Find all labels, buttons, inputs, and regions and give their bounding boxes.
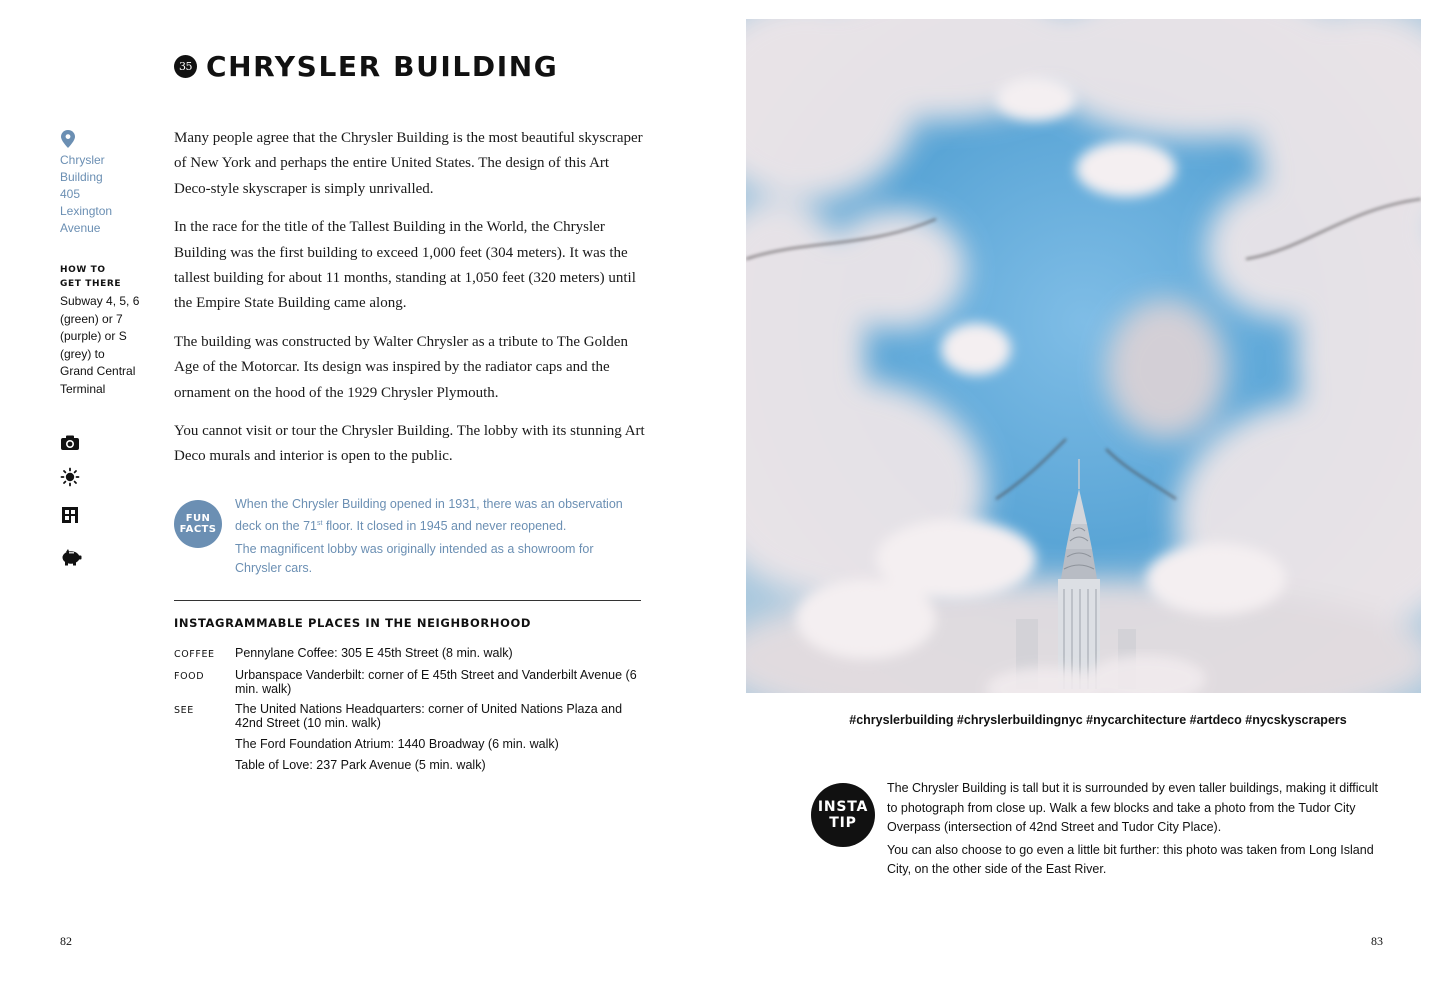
category-spacer [174, 737, 235, 751]
place-text: The United Nations Headquarters: corner of United Nations Plaza and 42nd Street (10 min. walk) [235, 702, 623, 730]
building-icon [60, 505, 80, 525]
how-to-get-there-label: HOW TO GET THERE [60, 265, 122, 289]
fun-fact-1-text-end: floor. It closed in 1945 and never reopened. [322, 519, 567, 534]
article-body [174, 126, 646, 483]
fun-facts-badge [174, 500, 222, 548]
fun-facts-badge-line1: FUN [185, 513, 211, 524]
section-divider [174, 600, 641, 601]
place-text: Pennylane Coffee: 305 E 45th Street (8 min. walk) [235, 646, 513, 660]
category-label: COFFEE [174, 649, 215, 660]
hashtags: #chryslerbuilding #chryslerbuildingnyc #nycarchitecture #artdeco #nycskyscrapers [849, 713, 1347, 727]
insta-tip-text [887, 779, 1387, 883]
category-label: SEE [174, 705, 194, 716]
list-item [174, 668, 644, 696]
fun-facts-badge-line2: FACTS [179, 524, 217, 535]
map-pin-icon [61, 130, 75, 148]
place-text: The Ford Foundation Atrium: 1440 Broadway (6 min. walk) [235, 737, 559, 751]
address: Chrysler Building 405 Lexington Avenue [60, 153, 113, 235]
paragraph: You cannot visit or tour the Chrysler Building. The lobby with its stunning Art Deco murals and interior is open to the public. [174, 423, 645, 465]
category-spacer [174, 758, 235, 772]
list-item [174, 646, 644, 662]
paragraph: In the race for the title of the Tallest Building in the World, the Chrysler Building was the first building to exceed 1,000 feet (304 meters). It was the tallest building for about 11 months, standing at 1,050 feet (320 meters) until the Empire State Building came along. [174, 219, 636, 312]
page-title-block [174, 50, 558, 83]
fun-fact-1 [235, 495, 635, 536]
list-item [174, 702, 644, 730]
fun-fact-1-superscript: st [317, 520, 323, 527]
insta-tip-paragraph: The Chrysler Building is tall but it is surrounded by even taller buildings, making it difficult to photograph from close up. Walk a few blocks and take a photo from the Tudor City Overpass (intersection of 42nd Street and Tudor City Place). [887, 781, 1378, 834]
insta-tip-badge-line1: INSTA [817, 799, 869, 815]
sidebar [60, 130, 145, 398]
paragraph: Many people agree that the Chrysler Building is the most beautiful skyscraper of New York and perhaps the entire United States. The design of this Art Deco-style skyscraper is simply unrivalled. [174, 130, 643, 197]
fun-facts-text [235, 495, 635, 582]
entry-number-badge: 35 [174, 55, 197, 78]
camera-icon [60, 433, 80, 453]
page-number-left: 82 [60, 934, 72, 948]
insta-tip-badge [811, 783, 875, 847]
fun-fact-1-text: When the Chrysler Building opened in 1931, there was an observation deck on the 71 [235, 497, 623, 534]
category-label: FOOD [174, 671, 205, 682]
fun-fact-2: The magnificent lobby was originally intended as a showroom for Chrysler cars. [235, 542, 594, 576]
place-text: Table of Love: 237 Park Avenue (5 min. walk) [235, 758, 486, 772]
neighborhood-heading: INSTAGRAMMABLE PLACES IN THE NEIGHBORHOOD [174, 616, 531, 630]
piggy-bank-icon [60, 547, 82, 567]
list-item [174, 737, 644, 751]
neighborhood-list [174, 646, 644, 778]
list-item [174, 758, 644, 772]
insta-tip-badge-line2: TIP [829, 815, 857, 831]
place-text: Urbanspace Vanderbilt: corner of E 45th Street and Vanderbilt Avenue (6 min. walk) [235, 668, 637, 696]
how-to-get-there-text: Subway 4, 5, 6 (green) or 7 (purple) or S (grey) to Grand Central Terminal [60, 294, 140, 396]
chrysler-photo [746, 19, 1421, 693]
page-number-right: 83 [1371, 934, 1383, 948]
sun-icon [60, 467, 80, 487]
photo-illustration [746, 19, 1421, 693]
page-title: CHRYSLER BUILDING [206, 50, 559, 83]
insta-tip-paragraph: You can also choose to go even a little bit further: this photo was taken from Long Island City, on the other side of the East River. [887, 842, 1374, 876]
paragraph: The building was constructed by Walter Chrysler as a tribute to The Golden Age of the Motorcar. Its design was inspired by the radiator caps and the ornament on the hood of the 1929 Chrysler Plymouth. [174, 333, 628, 401]
